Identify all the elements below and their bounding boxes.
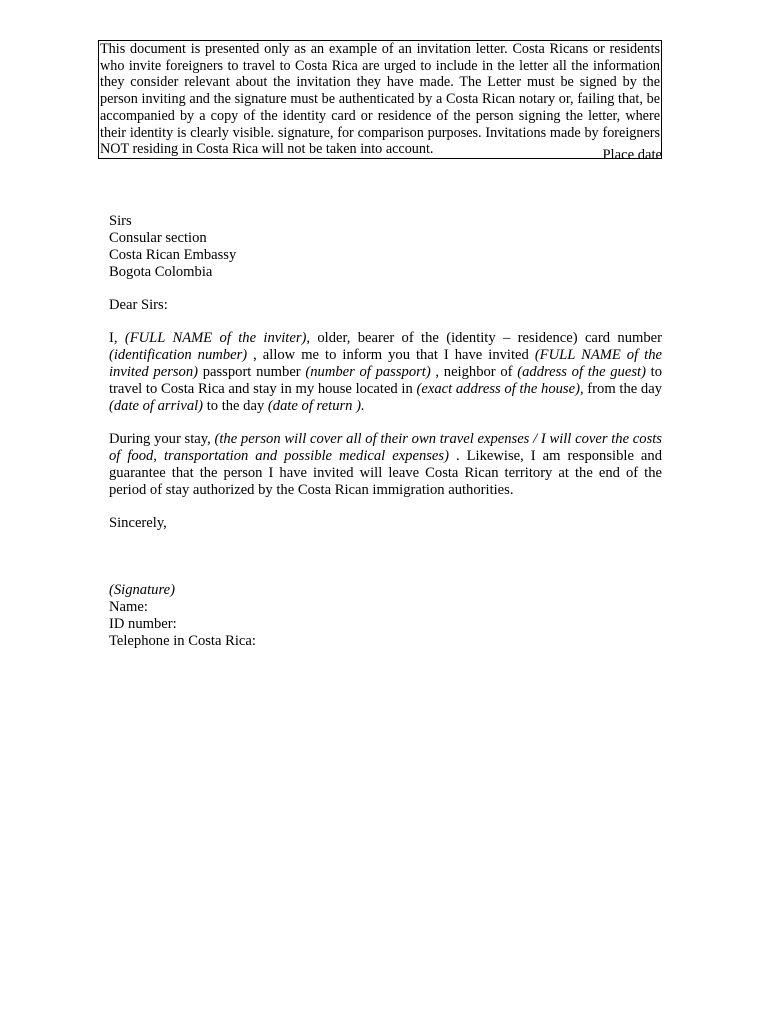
paragraph-text: , allow me to inform you that I have invited	[247, 347, 535, 363]
paragraph-invitation	[109, 330, 662, 415]
paragraph-text: older, bearer of the (identity – residence) card number	[310, 330, 662, 346]
placeholder-identification-number: (identification number)	[109, 347, 248, 363]
placeholder-expenses: (the person will cover all of their own travel expenses / I will cover the costs of food, transportation and possible medical expenses)	[109, 431, 662, 464]
placeholder-house-address: (exact address of the house),	[416, 381, 584, 397]
placeholder-inviter-name: (FULL NAME of the inviter),	[124, 330, 311, 346]
paragraph-text: , neighbor of	[430, 364, 518, 380]
letter-body	[109, 213, 662, 650]
paragraph-text: to the day	[203, 398, 268, 414]
recipient-line-4: Bogota Colombia	[109, 264, 213, 280]
salutation: Dear Sirs:	[109, 297, 168, 313]
signature-block	[109, 582, 662, 650]
telephone-field-label: Telephone in Costa Rica:	[109, 633, 256, 649]
name-field-label: Name:	[109, 599, 148, 615]
paragraph-text: to travel to Costa Rica and stay in my house located in	[109, 364, 662, 397]
paragraph-stay	[109, 431, 662, 499]
placeholder-invited-name: (FULL NAME of the invited person)	[109, 347, 662, 380]
closing: Sincerely,	[109, 515, 167, 531]
place-date: Place date	[602, 147, 662, 163]
paragraph-text: . Likewise, I am responsible and guarantee that the person I have invited will leave Costa Rican territory at the end of the period of stay authorized by the Costa Rican immigration authorities.	[109, 448, 662, 498]
placeholder-passport-number: (number of passport)	[305, 364, 431, 380]
paragraph-text: from the day	[583, 381, 662, 397]
paragraph-text: During your stay,	[109, 431, 215, 447]
placeholder-guest-address: (address of the guest)	[517, 364, 646, 380]
signature-label: (Signature)	[109, 582, 175, 598]
id-number-field-label: ID number:	[109, 616, 177, 632]
placeholder-arrival-date: (date of arrival)	[109, 398, 204, 414]
placeholder-return-date: (date of return ).	[267, 398, 365, 414]
recipient-line-3: Costa Rican Embassy	[109, 247, 237, 263]
paragraph-text: I,	[109, 330, 125, 346]
paragraph-text: passport number	[198, 364, 306, 380]
notice-text: This document is presented only as an example of an invitation letter. Costa Ricans or residents who invite foreigners to travel to Costa Rica are urged to include in the letter all the information they consider relevant about the invitation they have made. The Letter must be signed by the person inviting and the signature must be authenticated by a Costa Rican notary or, failing that, be accompanied by a copy of the identity card or residence of the person signing the letter, where their identity is clearly visible. signature, for comparison purposes. Invitations made by foreigners NOT residing in Costa Rica will not be taken into account.	[100, 41, 660, 158]
recipient-block	[109, 213, 662, 281]
notice-box	[98, 40, 662, 159]
recipient-line-2: Consular section	[109, 230, 207, 246]
recipient-line-1: Sirs	[109, 213, 132, 229]
